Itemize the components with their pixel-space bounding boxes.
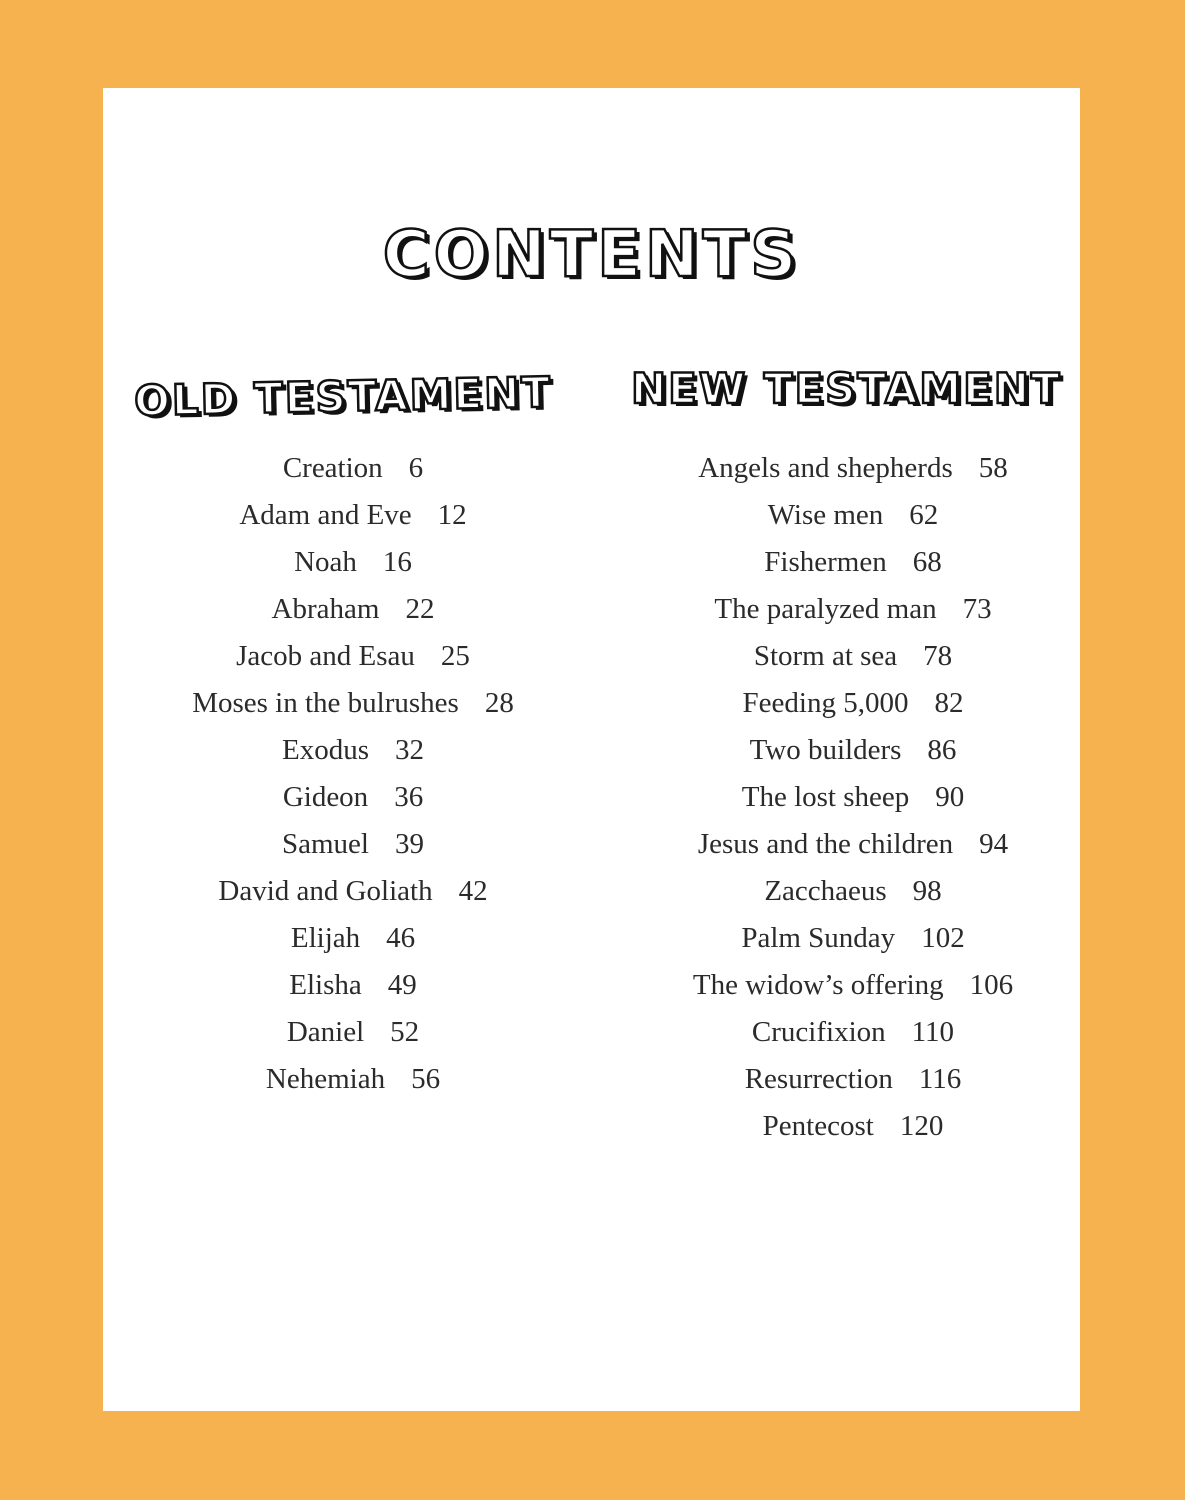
entry-page-number: 36 [394, 781, 424, 813]
entry-page-number: 110 [911, 1016, 955, 1048]
entry-page-number: 90 [935, 781, 965, 813]
entry-title: The lost sheep [741, 781, 910, 813]
contents-page [103, 88, 1080, 1411]
entry-title: Crucifixion [751, 1016, 886, 1048]
entry-title: Elijah [290, 922, 361, 954]
toc-entry[interactable] [143, 965, 563, 1012]
entry-title: Jacob and Esau [236, 640, 415, 672]
toc-entry[interactable] [143, 918, 563, 965]
toc-entry[interactable] [643, 542, 1063, 589]
entry-title: Storm at sea [753, 640, 898, 672]
toc-entry[interactable] [143, 1012, 563, 1059]
toc-entry[interactable] [143, 824, 563, 871]
entry-page-number: 116 [918, 1063, 962, 1095]
toc-entry[interactable] [143, 542, 563, 589]
entry-page-number: 98 [912, 875, 942, 907]
entry-page-number: 82 [934, 687, 964, 719]
toc-entry[interactable] [643, 683, 1063, 730]
entry-title: The widow’s offering [692, 969, 944, 1001]
entry-page-number: 62 [909, 499, 939, 531]
entry-page-number: 42 [458, 875, 488, 907]
entry-title: Adam and Eve [239, 499, 412, 531]
toc-entry[interactable] [643, 1012, 1063, 1059]
toc-entry[interactable] [143, 636, 563, 683]
entry-title: Angels and shepherds [698, 452, 953, 484]
entry-page-number: 16 [382, 546, 412, 578]
entry-page-number: 78 [923, 640, 953, 672]
toc-entry[interactable] [643, 589, 1063, 636]
toc-entry[interactable] [643, 495, 1063, 542]
entry-title: Pentecost [762, 1110, 874, 1142]
toc-entry[interactable] [643, 777, 1063, 824]
entry-page-number: 58 [978, 452, 1008, 484]
entry-title: Nehemiah [265, 1063, 386, 1095]
entry-page-number: 73 [962, 593, 992, 625]
toc-entry[interactable] [643, 1059, 1063, 1106]
entry-title: Two builders [749, 734, 902, 766]
entry-title: Fishermen [764, 546, 887, 578]
entry-title: Feeding 5,000 [742, 687, 909, 719]
entry-title: David and Goliath [218, 875, 433, 907]
entry-page-number: 86 [927, 734, 957, 766]
toc-entry[interactable] [643, 636, 1063, 683]
entry-title: Resurrection [744, 1063, 893, 1095]
entry-page-number: 56 [411, 1063, 441, 1095]
entry-title: Palm Sunday [741, 922, 896, 954]
entry-title: Exodus [282, 734, 369, 766]
entry-title: Elisha [289, 969, 362, 1001]
entry-page-number: 102 [921, 922, 965, 954]
toc-entry[interactable] [643, 448, 1063, 495]
entry-page-number: 120 [899, 1110, 944, 1142]
entry-page-number: 6 [408, 452, 424, 484]
toc-entry[interactable] [643, 1106, 1063, 1153]
entry-title: Abraham [271, 593, 380, 625]
entry-page-number: 39 [395, 828, 424, 860]
entry-page-number: 68 [912, 546, 942, 578]
toc-entry[interactable] [143, 683, 563, 730]
entry-title: Wise men [767, 499, 884, 531]
entry-page-number: 46 [386, 922, 416, 954]
toc-entry[interactable] [643, 824, 1063, 871]
entry-title: Jesus and the children [697, 828, 954, 860]
entry-page-number: 106 [969, 969, 1014, 1001]
toc-entry[interactable] [143, 448, 563, 495]
entry-title: Samuel [282, 828, 369, 860]
old-testament-heading: OLD TESTAMENT [133, 367, 553, 426]
entry-page-number: 32 [395, 734, 424, 766]
entry-title: Creation [282, 452, 383, 484]
entry-title: The paralyzed man [714, 593, 937, 625]
entry-title: Noah [294, 546, 357, 578]
entry-title: Daniel [286, 1016, 365, 1048]
entry-page-number: 52 [390, 1016, 420, 1048]
entry-page-number: 25 [440, 640, 470, 672]
toc-entry[interactable] [143, 730, 563, 777]
entry-page-number: 49 [387, 969, 417, 1001]
entry-page-number: 94 [979, 828, 1009, 860]
new-testament-list [643, 448, 1063, 1153]
toc-entry[interactable] [643, 965, 1063, 1012]
toc-entry[interactable] [143, 871, 563, 918]
toc-entry[interactable] [643, 871, 1063, 918]
entry-title: Gideon [282, 781, 369, 813]
new-testament-heading: NEW TESTAMENT [631, 364, 1062, 413]
entry-page-number: 12 [437, 499, 467, 531]
entry-page-number: 22 [405, 593, 435, 625]
toc-entry[interactable] [143, 589, 563, 636]
toc-entry[interactable] [643, 918, 1063, 965]
toc-entry[interactable] [143, 777, 563, 824]
toc-entry[interactable] [143, 495, 563, 542]
contents-title: CONTENTS [382, 218, 801, 292]
old-testament-list [143, 448, 563, 1106]
toc-entry[interactable] [643, 730, 1063, 777]
entry-title: Zacchaeus [764, 875, 887, 907]
toc-entry[interactable] [143, 1059, 563, 1106]
entry-title: Moses in the bulrushes [192, 687, 459, 719]
entry-page-number: 28 [484, 687, 514, 719]
